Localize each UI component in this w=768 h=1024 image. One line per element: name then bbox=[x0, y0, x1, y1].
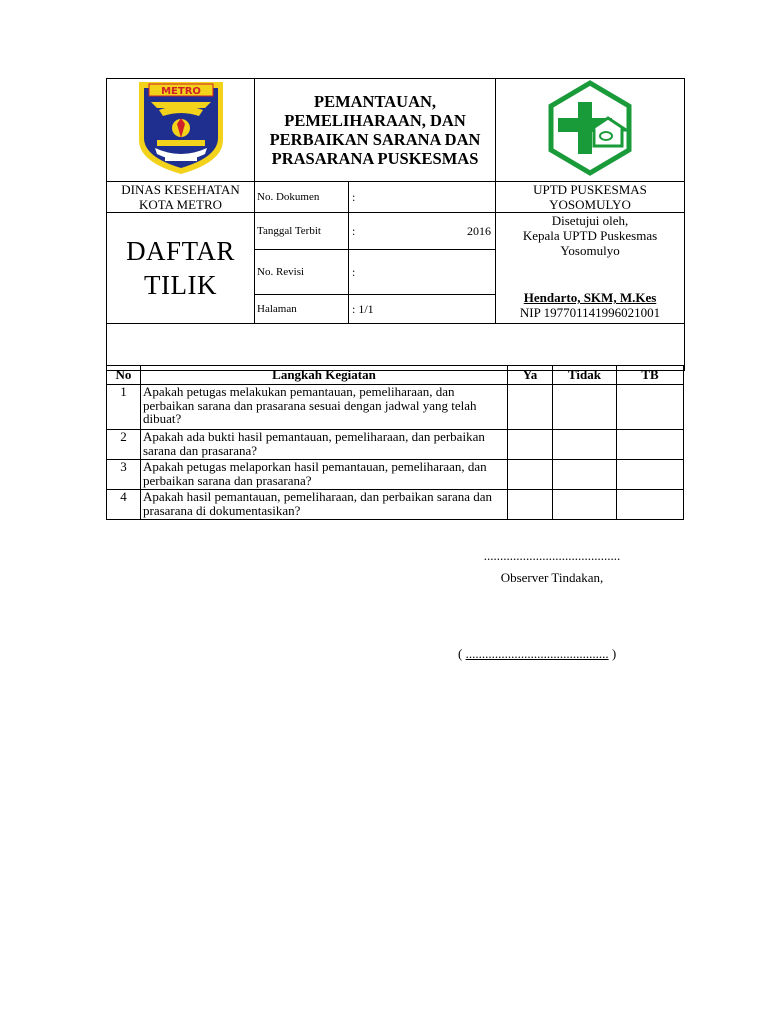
dinas-line: KOTA METRO bbox=[138, 197, 223, 212]
tidak-cell[interactable] bbox=[553, 430, 617, 460]
halaman-label: Halaman bbox=[255, 295, 349, 324]
tb-cell[interactable] bbox=[617, 385, 684, 430]
table-row bbox=[107, 430, 684, 460]
table-row bbox=[107, 490, 684, 520]
ya-cell[interactable] bbox=[508, 490, 553, 520]
uptd-line: YOSOMULYO bbox=[549, 197, 631, 212]
tanggal-year: 2016 bbox=[467, 223, 492, 238]
approval-cell bbox=[496, 213, 685, 324]
checklist-table bbox=[106, 365, 684, 520]
approval-line: Kepala UPTD Puskesmas bbox=[522, 228, 658, 243]
dinas-line: DINAS KESEHATAN bbox=[121, 182, 240, 197]
name-dots: ............................................ bbox=[465, 646, 609, 661]
checklist-header-row bbox=[107, 366, 684, 385]
approver-name: Hendarto, SKM, M.Kes bbox=[523, 290, 657, 305]
row-text: Apakah hasil pemantauan, pemeliharaan, dan perbaikan sarana dan prasarana di dokumentasikan? bbox=[141, 490, 508, 520]
row-text: Apakah ada bukti hasil pemantauan, pemeliharaan, dan perbaikan sarana dan prasarana? bbox=[141, 430, 508, 460]
header-table bbox=[106, 78, 685, 371]
puskesmas-logo bbox=[542, 80, 638, 176]
tb-cell[interactable] bbox=[617, 430, 684, 460]
daftar-line: DAFTAR bbox=[126, 236, 235, 266]
no-dokumen-value: : bbox=[349, 182, 496, 213]
title-line: PEMELIHARAAN, DAN bbox=[284, 111, 466, 130]
col-no: No bbox=[107, 366, 141, 385]
tb-cell[interactable] bbox=[617, 460, 684, 490]
daftar-tilik-label bbox=[107, 213, 255, 324]
halaman-value: : 1/1 bbox=[349, 295, 496, 324]
uptd-line: UPTD PUSKESMAS bbox=[533, 182, 647, 197]
signature-dots: .......................................... bbox=[483, 548, 621, 563]
ya-cell[interactable] bbox=[508, 385, 553, 430]
tanggal-label: Tanggal Terbit bbox=[255, 213, 349, 250]
approval-line: Disetujui oleh, bbox=[551, 213, 629, 228]
tidak-cell[interactable] bbox=[553, 490, 617, 520]
col-ya: Ya bbox=[508, 366, 553, 385]
ya-cell[interactable] bbox=[508, 430, 553, 460]
paren-open: ( bbox=[458, 646, 466, 661]
tidak-cell[interactable] bbox=[553, 460, 617, 490]
approver-nip: NIP 197701141996021001 bbox=[519, 305, 661, 320]
uptd-cell bbox=[496, 182, 685, 213]
table-row bbox=[107, 385, 684, 430]
tidak-cell[interactable] bbox=[553, 385, 617, 430]
ya-cell[interactable] bbox=[508, 460, 553, 490]
row-no: 1 bbox=[107, 385, 141, 430]
dinas-cell bbox=[107, 182, 255, 213]
observer-block bbox=[462, 548, 642, 586]
revisi-value: : bbox=[349, 250, 496, 295]
metro-logo-cell bbox=[107, 79, 255, 182]
row-no: 2 bbox=[107, 430, 141, 460]
observer-label: Observer Tindakan, bbox=[500, 570, 604, 585]
tanggal-value bbox=[349, 213, 496, 250]
daftar-line: TILIK bbox=[144, 270, 217, 300]
approval-line: Yosomulyo bbox=[560, 243, 620, 258]
metro-city-logo bbox=[135, 80, 227, 176]
title-line: PRASARANA PUSKESMAS bbox=[271, 149, 479, 168]
row-text: Apakah petugas melakukan pemantauan, pemeliharaan, dan perbaikan sarana dan prasarana sesuai dengan jadwal yang telah dibuat? bbox=[141, 385, 508, 430]
revisi-label: No. Revisi bbox=[255, 250, 349, 295]
row-text: Apakah petugas melaporkan hasil pemantauan, pemeliharaan, dan perbaikan sarana dan prasarana? bbox=[141, 460, 508, 490]
tb-cell[interactable] bbox=[617, 490, 684, 520]
puskesmas-logo-cell bbox=[496, 79, 685, 182]
col-tidak: Tidak bbox=[553, 366, 617, 385]
signature-name-line bbox=[458, 646, 616, 662]
paren-close: ) bbox=[608, 646, 617, 661]
title-line: PEMANTAUAN, bbox=[313, 92, 437, 111]
title-line: PERBAIKAN SARANA DAN bbox=[269, 130, 481, 149]
row-no: 4 bbox=[107, 490, 141, 520]
blank-row bbox=[107, 324, 685, 371]
tanggal-colon: : bbox=[352, 223, 356, 238]
row-no: 3 bbox=[107, 460, 141, 490]
no-dokumen-label: No. Dokumen bbox=[255, 182, 349, 213]
col-tb: TB bbox=[617, 366, 684, 385]
table-row bbox=[107, 460, 684, 490]
col-langkah: Langkah Kegiatan bbox=[141, 366, 508, 385]
svg-text:METRO: METRO bbox=[160, 85, 201, 97]
document-title bbox=[255, 79, 496, 182]
